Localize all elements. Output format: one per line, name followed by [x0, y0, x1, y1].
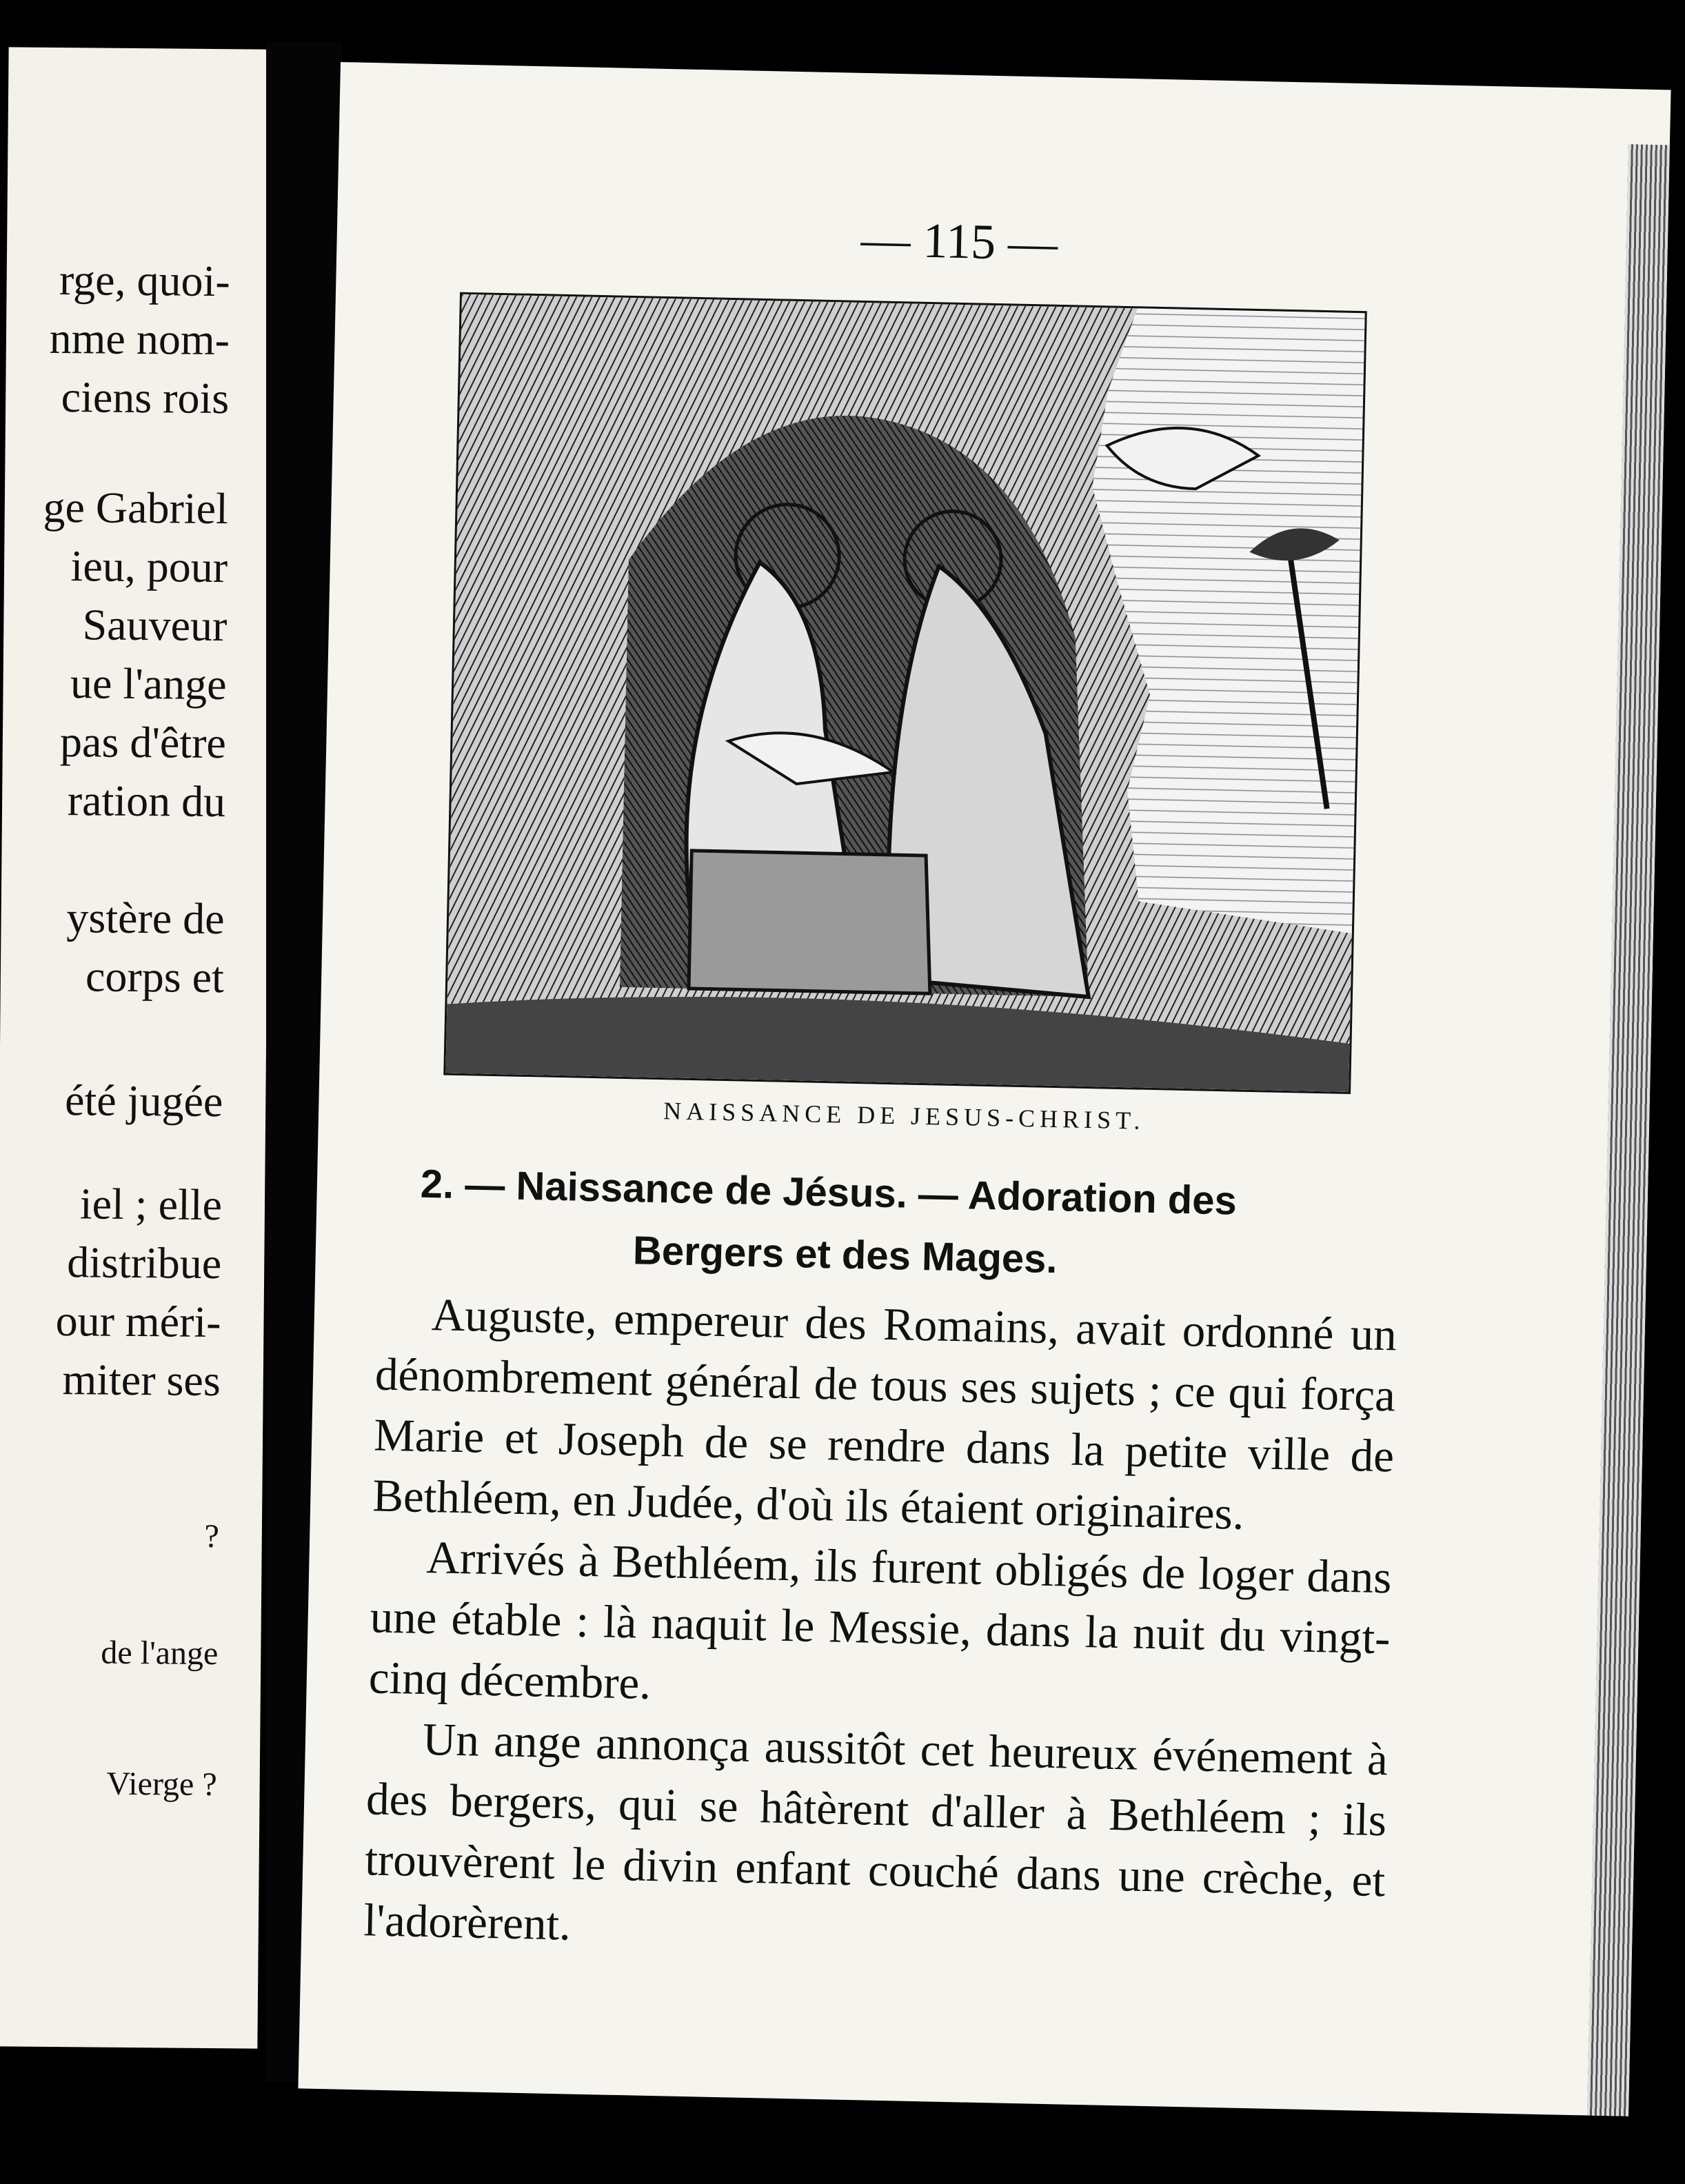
- section-heading: [418, 1153, 1344, 1297]
- body-text: [363, 1283, 1398, 1972]
- left-line: our méri-: [55, 1296, 221, 1347]
- left-line: ystère de: [66, 893, 225, 944]
- page-number: — 115 —: [860, 211, 1058, 271]
- left-line: été jugée: [64, 1075, 223, 1126]
- left-line: iel ; elle: [79, 1179, 223, 1230]
- left-line: de l'ange: [101, 1634, 219, 1672]
- left-line: ration du: [67, 776, 226, 827]
- section-heading-line-1: 2. — Naissance de Jésus. — Adoration des: [420, 1161, 1238, 1224]
- paragraph: Auguste, empereur des Romains, avait ordonné un dénombrement général de tous ses sujets ; ce qui força Marie et Joseph de se rendre dans la petite ville de Bethléem, en Judée, d'où ils étaient originaires.: [372, 1289, 1398, 1539]
- left-line: pas d'être: [59, 717, 227, 768]
- left-page: [0, 47, 275, 2048]
- left-line: Sauveur: [82, 600, 228, 651]
- left-line: Vierge ?: [106, 1765, 217, 1803]
- section-heading-line-2: Bergers et des Mages.: [632, 1228, 1058, 1282]
- left-line: corps et: [85, 951, 225, 1002]
- left-line: ?: [204, 1517, 220, 1555]
- left-line: rge, quoi-: [59, 255, 231, 306]
- left-line: distribue: [67, 1237, 222, 1288]
- left-line: miter ses: [62, 1355, 221, 1406]
- nativity-engraving: [443, 292, 1367, 1094]
- left-line: nme nom-: [49, 313, 230, 365]
- paragraph: Arrivés à Bethléem, ils furent obligés de loger dans une étable : là naquit le Messie, dans la nuit du vingt-cinq décembre.: [368, 1532, 1393, 1709]
- left-line: ge Gabriel: [43, 482, 229, 534]
- left-line: ieu, pour: [70, 541, 228, 592]
- figure-caption: NAISSANCE DE JESUS-CHRIST.: [663, 1097, 1145, 1135]
- paragraph: Un ange annonça aussitôt cet heureux événement à des bergers, qui se hâtèrent d'aller à Bethléem ; ils trouvèrent le divin enfant couché dans une crèche, et l'adorèrent.: [363, 1714, 1389, 1950]
- left-line: ciens rois: [61, 372, 230, 423]
- page-edges: [1586, 144, 1670, 2116]
- right-page: [298, 62, 1671, 2116]
- left-line: ue l'ange: [70, 658, 227, 709]
